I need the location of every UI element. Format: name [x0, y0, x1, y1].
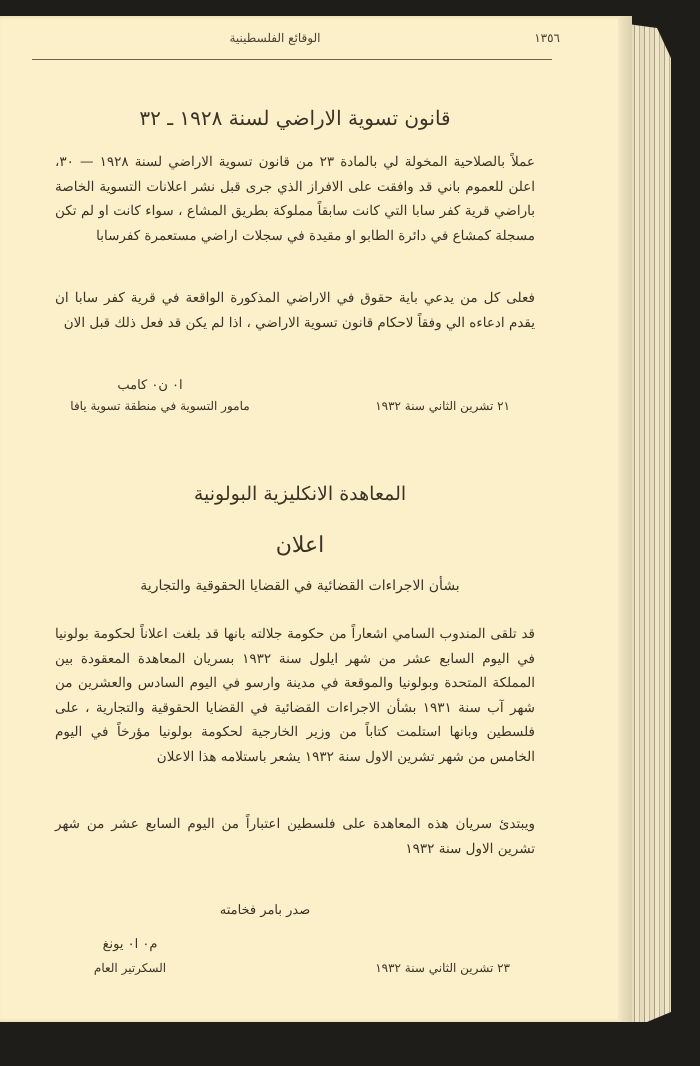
section2-title: المعاهدة الانكليزية البولونية — [193, 483, 407, 505]
section2-date: ٢٣ تشرين الثاني سنة ١٩٣٢ — [375, 961, 510, 975]
section1-signatory-name: ا٠ ن٠ كامب — [117, 378, 183, 393]
publication-title: الوقائع الفلسطينية — [229, 31, 321, 45]
page-edge-shadow — [618, 16, 632, 1022]
section2-paragraph-2: ويبتدئ سريان هذه المعاهدة على فلسطين اعتباراً من اليوم السابع عشر من شهر تشرين الاول سنة ١٩٣٢ — [55, 816, 535, 857]
section2-notice-title: اعلان — [275, 533, 325, 558]
page-number: ١٣٥٦ — [534, 31, 560, 45]
section2-signatory-title: السكرتير العام — [93, 961, 167, 975]
section2-paragraph-1: قد تلقى المندوب السامي اشعاراً من حكومة جلالته بانها قد بلغت اعلاناً لحكومة بولونيا في اليوم السابع عشر من شهر ايلول سنة ١٩٣٢ بسريان المعاهدة المعقودة بين المملكة المتحدة وبولونيا والموقعة في مدينة وارسو في اليوم السادس والعشرين من شهر آب سنة ١٩٣١ بشأن الاجراءات القضائية في القضايا الحقوقية والتجارية ، على فلسطين وبانها استلمت كتاباً من وزير الخارجية لحكومة بولونيا مؤرخاً في اليوم الخامس من شهر تشرين الاول سنة ١٩٣٢ يشعر باستلامه هذا الاعلان — [55, 626, 535, 765]
section1-paragraph-1: عملاً بالصلاحية المخولة لي بالمادة ٢٣ من قانون تسوية الاراضي لسنة ١٩٢٨ — ٣٠، اعلن للعموم باني قد وافقت على الافراز الذي جرى قبل نشر اعلانات التسوية الخاصة باراضي قرية كفر سابا التي كانت سابقاً مملوكة بطريق المشاع ، سواء كانت او لم تكن مسجلة كمشاع في دائرة الطابو او مقيدة في سجلات اراضي مستعمرة كفرسابا — [55, 154, 535, 244]
header-rule — [32, 59, 552, 60]
section1-paragraph-2: فعلى كل من يدعي باية حقوق في الاراضي المذكورة الواقعة في قرية كفر سابا ان يقدم ادعاءه الي وفقاً لاحكام قانون تسوية الاراضي ، اذا لم يكن قد فعل ذلك قبل الان — [55, 290, 535, 331]
section2-issued-by-order: صدر بامر فخامته — [219, 903, 311, 918]
section1-signatory-title: مامور التسوية في منطقة تسوية يافا — [70, 399, 250, 413]
section2-signatory-name: م٠ ا٠ يونغ — [102, 937, 158, 952]
section2-subtitle: بشأن الاجراءات القضائية في القضايا الحقوقية والتجارية — [140, 578, 460, 594]
section1-date: ٢١ تشرين الثاني سنة ١٩٣٢ — [375, 399, 510, 413]
section1-title: قانون تسوية الاراضي لسنة ١٩٢٨ ـ ٣٢ — [139, 106, 451, 130]
